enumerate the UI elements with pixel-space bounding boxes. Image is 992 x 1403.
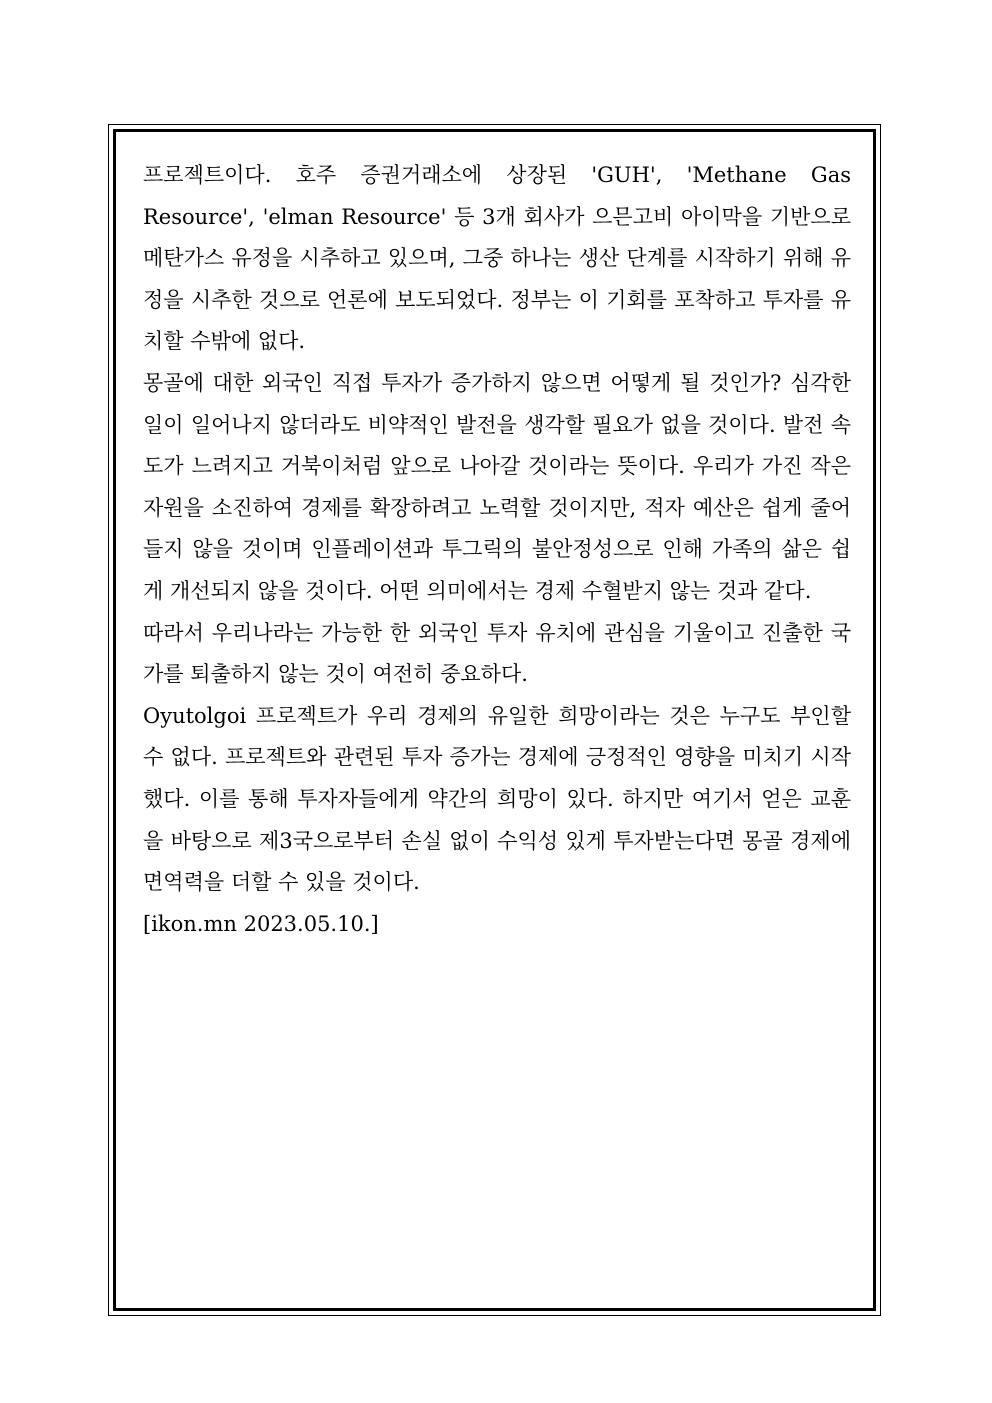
paragraph-3: 따라서 우리나라는 가능한 한 외국인 투자 유치에 관심을 기울이고 진출한 국가를 퇴출하지 않는 것이 여전히 중요하다.	[143, 620, 851, 687]
source-citation: [ikon.mn 2023.05.10.]	[143, 911, 379, 936]
paragraph-1: 프로젝트이다. 호주 증권거래소에 상장된 'GUH', 'Methane Gas Resource', 'elman Resource' 등 3개 회사가 으믄고비 아이막을 기반으로 메탄가스 유정을 시추하고 있으며, 그중 하나는 생산 단계를 시작하기 위해 유정을 시추한 것으로 언론에 보도되었다. 정부는 이 기회를 포착하고 투자를 유치할 수밖에 없다.	[143, 163, 851, 354]
paragraph-4: Oyutolgoi 프로젝트가 우리 경제의 유일한 희망이라는 것은 누구도 부인할 수 없다. 프로젝트와 관련된 투자 증가는 경제에 긍정적인 영향을 미치기 시작했다. 이를 통해 투자자들에게 약간의 희망이 있다. 하지만 여기서 얻은 교훈을 바탕으로 제3국으로부터 손실 없이 수익성 있게 투자받는다면 몽골 경제에 면역력을 더할 수 있을 것이다.	[143, 703, 851, 895]
document-body	[143, 155, 851, 945]
paragraph-2: 몽골에 대한 외국인 직접 투자가 증가하지 않으면 어떻게 될 것인가? 심각한 일이 일어나지 않더라도 비약적인 발전을 생각할 필요가 없을 것이다. 발전 속도가 느려지고 거북이처럼 앞으로 나아갈 것이라는 뜻이다. 우리가 가진 작은 자원을 소진하여 경제를 확장하려고 노력할 것이지만, 적자 예산은 쉽게 줄어들지 않을 것이며 인플레이션과 투그릭의 불안정성으로 인해 가족의 삶은 쉽게 개선되지 않을 것이다. 어떤 의미에서는 경제 수혈받지 않는 것과 같다.	[143, 370, 851, 603]
